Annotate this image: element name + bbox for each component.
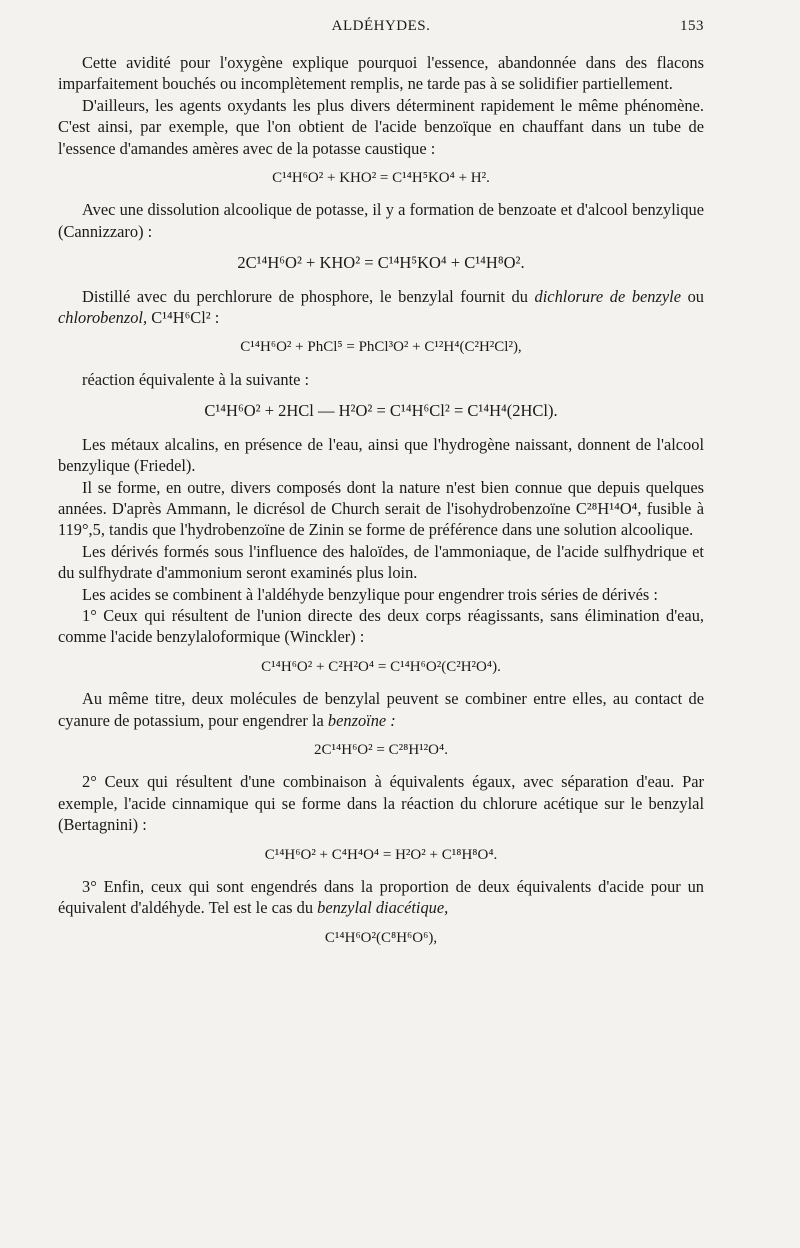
- paragraph: [58, 477, 704, 541]
- equation: C¹⁴H⁶O² + 2HCl — H²O² = C¹⁴H⁶Cl² = C¹⁴H⁴(2HCl).: [204, 401, 558, 421]
- chemical-formula: C¹⁴H⁶Cl²: [151, 308, 211, 328]
- paragraph: Les métaux alcalins, en présence de l'eau, ainsi que l'hydrogène naissant, donnent de l'alcool benzylique (Friedel).: [58, 434, 704, 476]
- running-title: ALDÉHYDES.: [331, 18, 431, 34]
- equation: C¹⁴H⁶O² + PhCl⁵ = PhCl³O² + C¹²H⁴(C²H²Cl²),: [240, 339, 522, 356]
- running-head: [58, 18, 704, 42]
- equation: 2C¹⁴H⁶O² = C²⁸H¹²O⁴.: [314, 741, 448, 758]
- emphasis: dichlorure de benzyle: [534, 286, 681, 306]
- page-number: 153: [680, 18, 704, 34]
- text-span: , fusible à 119°,5, tandis que l'hydrobenzoïne de Zinin se forme de préférence dans une solution alcoolique.: [58, 498, 704, 540]
- text-span: Distillé avec du perchlorure de phosphore, le benzylal fournit du: [82, 286, 535, 306]
- paragraph: D'ailleurs, les agents oxydants les plus divers déterminent rapidement le même phénomène. C'est ainsi, par exemple, que l'on obtient de l'acide benzoïque en chauffant dans un tube de l'essence d'amandes amères avec de la potasse caustique :: [58, 95, 704, 158]
- text-span: 3° Enfin, ceux qui sont engendrés dans la proportion de deux équivalents d'acide pour un équivalent d'aldéhyde. Tel est le cas du: [58, 877, 704, 918]
- equation: 2C¹⁴H⁶O² + KHO² = C¹⁴H⁵KO⁴ + C¹⁴H⁸O².: [237, 253, 525, 273]
- equation: C¹⁴H⁶O²(C⁸H⁶O⁶),: [324, 929, 438, 946]
- paragraph: Les dérivés formés sous l'influence des haloïdes, de l'ammoniaque, de l'acide sulfhydrique et du sulfhydrate d'ammonium seront examinés plus loin.: [58, 541, 704, 583]
- paragraph: [58, 286, 704, 329]
- paragraph: Les acides se combinent à l'aldéhyde benzylique pour engendrer trois séries de dérivés :: [82, 584, 658, 604]
- emphasis: chlorobenzol,: [58, 308, 148, 328]
- text-span: Au même titre, deux molécules de benzylal peuvent se combiner entre elles, au contact de cyanure de potassium, pour engendrer la: [58, 689, 704, 730]
- paragraph: Cette avidité pour l'oxygène explique pourquoi l'essence, abandonnée dans des flacons imparfaitement bouchés ou incomplètement remplis, ne tarde pas à se solidifier partiellement.: [58, 53, 704, 94]
- chemical-formula: C²⁸H¹⁴O⁴: [575, 498, 638, 518]
- paragraph: 1° Ceux qui résultent de l'union directe des deux corps réagissants, sans élimination d'eau, comme l'acide benzylaloformique (Winckler) :: [58, 605, 704, 647]
- paragraph: Avec une dissolution alcoolique de potasse, il y a formation de benzoate et d'alcool benzylique (Cannizzaro) :: [58, 200, 704, 241]
- page-body: [58, 52, 704, 949]
- text-span: :: [210, 308, 220, 328]
- text-span: Il se forme, en outre, divers composés dont la nature n'est bien connue que depuis quelques années. D'après Ammann, le dicrésol de Church serait de l'isohydrobenzoïne: [58, 477, 704, 518]
- equation: C¹⁴H⁶O² + C²H²O⁴ = C¹⁴H⁶O²(C²H²O⁴).: [261, 658, 501, 675]
- paragraph: [58, 876, 704, 919]
- text-span: ou: [680, 286, 704, 306]
- equation: C¹⁴H⁶O² + KHO² = C¹⁴H⁵KO⁴ + H².: [272, 170, 490, 187]
- equation: C¹⁴H⁶O² + C⁴H⁴O⁴ = H²O² + C¹⁸H⁸O⁴.: [264, 846, 498, 863]
- emphasis: benzylal diacétique,: [317, 898, 449, 918]
- paragraph: 2° Ceux qui résultent d'une combinaison à équivalents égaux, avec séparation d'eau. Par exemple, l'acide cinnamique qui se forme dans la réaction du chlorure acétique sur le benzylal (Bertagnini) :: [58, 772, 704, 835]
- paragraph: réaction équivalente à la suivante :: [82, 369, 310, 389]
- paragraph: [58, 688, 704, 731]
- emphasis: benzoïne :: [327, 710, 396, 730]
